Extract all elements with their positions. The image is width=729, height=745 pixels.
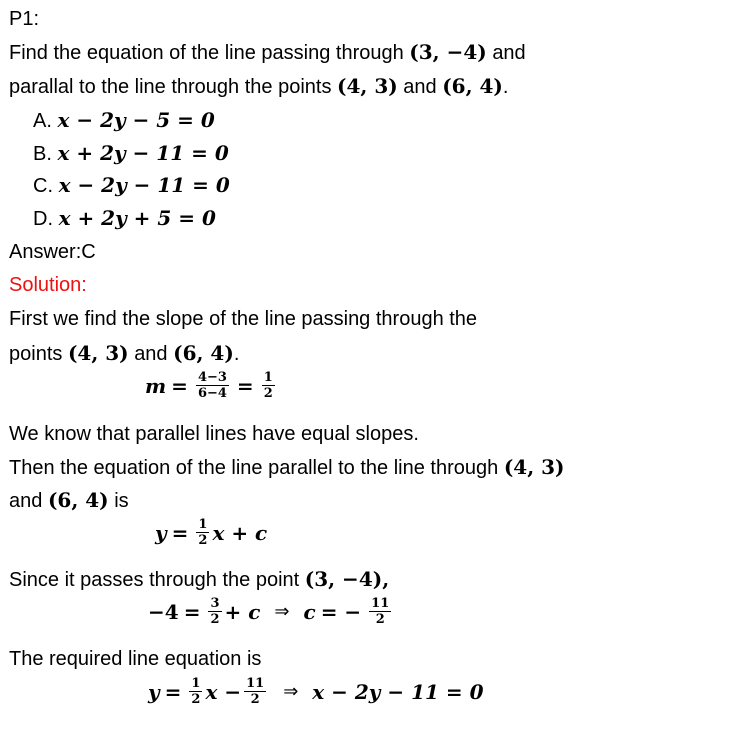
slope-fraction	[189, 676, 202, 707]
point-4-3: (4, 3)	[337, 74, 398, 98]
solution-and: and	[9, 490, 43, 512]
problem-label: P1:	[9, 8, 40, 30]
equals-sign: =	[164, 679, 182, 704]
point-4-3: (4, 3)	[503, 455, 565, 479]
lhs-y: y	[148, 679, 160, 704]
lhs-y: y	[155, 520, 167, 545]
point-6-4: (6, 4)	[442, 74, 503, 98]
x-minus: x −	[205, 679, 242, 704]
implies-arrow: ⇒	[283, 681, 299, 702]
lhs-value: −4	[148, 599, 179, 624]
solution-line-4	[9, 454, 565, 481]
answer-line	[9, 239, 96, 265]
result-fraction	[262, 370, 275, 401]
numerator: 1	[191, 676, 201, 691]
period: .	[233, 343, 240, 365]
answer-label: Answer:	[9, 241, 82, 263]
option-equation: x − 2y − 5 = 0	[57, 108, 215, 132]
denominator: 2	[375, 612, 385, 627]
point-6-4: (6, 4)	[173, 341, 234, 365]
problem-text-2: parallal to the line through the points	[9, 76, 332, 98]
line-equation	[155, 517, 267, 548]
option-equation: x + 2y − 11 = 0	[57, 141, 229, 165]
option-letter: A.	[33, 110, 52, 132]
implies-arrow: ⇒	[274, 601, 290, 622]
final-result: x − 2y − 11 = 0	[312, 679, 484, 704]
point-3-neg4: (3, −4)	[409, 40, 487, 64]
solution-text: Since it passes through the point	[9, 569, 300, 591]
option-a	[33, 107, 215, 134]
final-equation	[148, 676, 484, 707]
point-6-4: (6, 4)	[47, 488, 109, 512]
numerator: 3	[210, 596, 220, 611]
solution-text: points	[9, 343, 63, 365]
denominator: 6−4	[197, 386, 227, 401]
denominator: 2	[191, 692, 201, 707]
option-b	[33, 140, 229, 167]
c-fraction	[369, 596, 391, 627]
problem-and-2: and	[403, 76, 437, 98]
option-letter: D.	[33, 208, 53, 230]
solution-line-7: The required line equation is	[9, 648, 262, 670]
solution-line-3: We know that parallel lines have equal slopes.	[9, 423, 419, 445]
plus-c: + c	[224, 599, 261, 624]
option-d	[33, 205, 216, 232]
answer-value: C	[81, 241, 96, 263]
solution-line-6	[9, 566, 389, 593]
equals-sign: =	[171, 373, 188, 398]
c-var: c	[303, 599, 316, 624]
solution-heading: Solution:	[9, 274, 87, 296]
denominator: 2	[198, 533, 208, 548]
problem-line-1	[9, 39, 526, 66]
solution-line-5	[9, 487, 129, 514]
equals-sign: =	[171, 520, 189, 545]
denominator: 2	[263, 386, 273, 401]
numerator: 11	[246, 676, 265, 691]
point-3-neg4: (3, −4),	[304, 567, 390, 591]
solution-text: Then the equation of the line parallel to the line through	[9, 457, 499, 479]
intercept-fraction	[244, 676, 266, 707]
solution-and: and	[134, 343, 168, 365]
point-4-3: (4, 3)	[67, 341, 129, 365]
slope-fraction	[196, 370, 229, 401]
substitution-equation	[148, 596, 394, 627]
problem-text-1: Find the equation of the line passing through	[9, 42, 404, 64]
numerator: 4−3	[197, 370, 227, 385]
slope-fraction	[196, 517, 209, 548]
equals-minus: = −	[320, 599, 362, 624]
option-equation: x − 2y − 11 = 0	[58, 173, 230, 197]
solution-line-2	[9, 340, 239, 367]
slope-equation	[145, 370, 278, 401]
denominator: 2	[250, 692, 260, 707]
option-equation: x + 2y + 5 = 0	[58, 206, 216, 230]
numerator: 11	[371, 596, 390, 611]
solution-line-1: First we find the slope of the line passing through the	[9, 308, 478, 330]
denominator: 2	[210, 612, 220, 627]
equals-sign: =	[183, 599, 201, 624]
problem-and-1: and	[492, 42, 526, 64]
solution-is: is	[114, 490, 129, 512]
equals-sign: =	[236, 373, 254, 398]
rhs-rest: x + c	[212, 520, 268, 545]
numerator: 1	[198, 517, 208, 532]
option-letter: C.	[33, 175, 53, 197]
problem-line-2	[9, 73, 508, 100]
option-letter: B.	[33, 143, 52, 165]
slope-var: m	[145, 373, 167, 398]
period: .	[502, 76, 509, 98]
option-c	[33, 172, 230, 199]
numerator: 1	[263, 370, 273, 385]
sub-fraction	[208, 596, 221, 627]
